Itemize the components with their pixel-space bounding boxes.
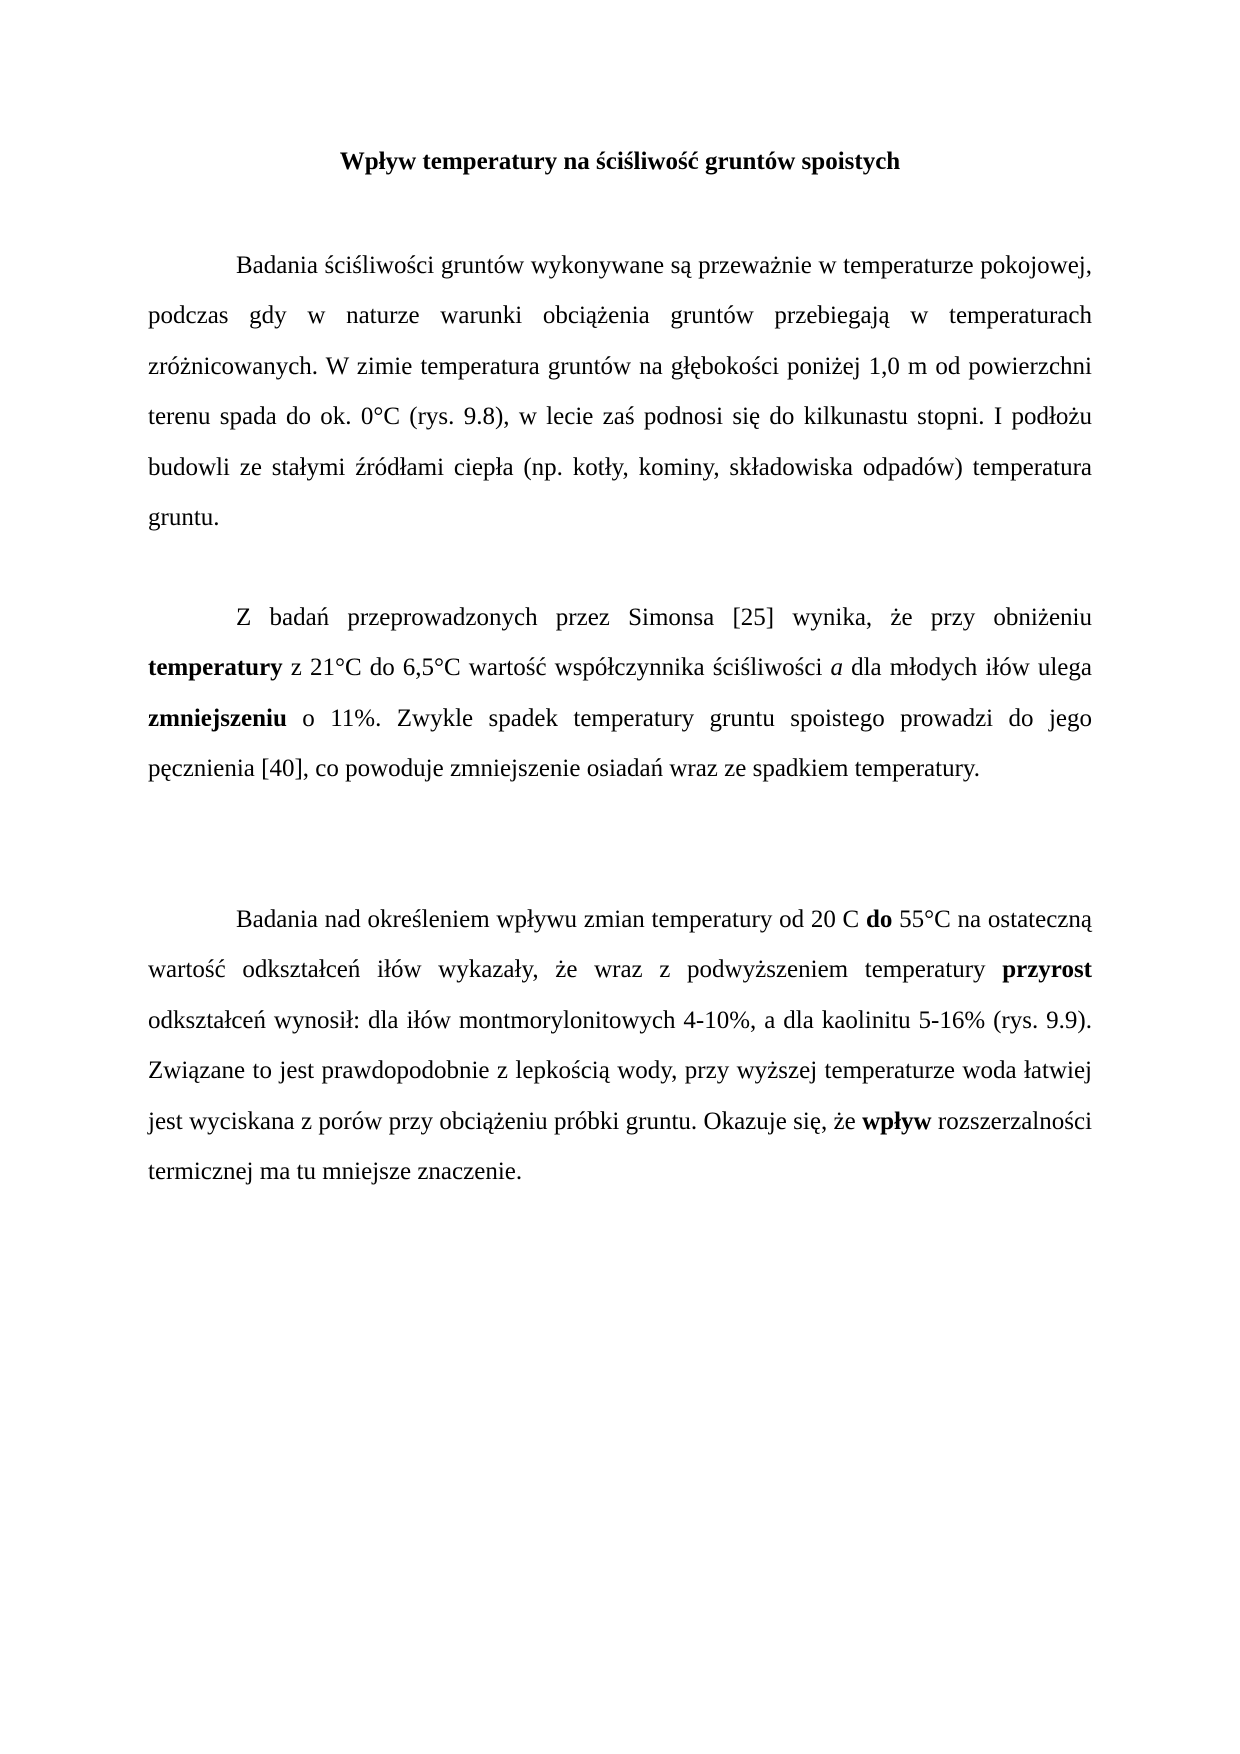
paragraph-2-text: Z badań przeprowadzonych przez Simonsa [25] wynika, że przy obniżeniu (236, 604, 1092, 631)
paragraph-3 (148, 895, 1092, 1197)
paragraph-2 (148, 593, 1092, 795)
paragraph-3-text: 55°C na ostateczną wartość odkształceń iłów wykazały, że wraz z podwyższeniem temperatury (148, 906, 1092, 984)
paragraph-2-text: z 21°C do 6,5°C wartość współczynnika ściśliwości (282, 654, 831, 682)
paragraph-1 (148, 241, 1092, 543)
bold-term: przyrost (1002, 956, 1092, 984)
paragraph-3-text: Badania nad określeniem wpływu zmian temperatury od 20 C (236, 906, 866, 933)
paragraph-1-text: Badania ściśliwości gruntów wykonywane są przeważnie w temperaturze pokojowej, podczas gdy w naturze warunki obciążenia gruntów przebiegają w temperaturach zróżnicowanych. W zimie temperatura gruntów na głębokości poniżej 1,0 m od powierzchni terenu spada do ok. 0°C (rys. 9.8), w lecie zaś podnosi się do kilkunastu stopni. I podłożu budowli ze stałymi źródłami ciepła (np. kotły, kominy, składowiska odpadów) temperatura gruntu. (148, 252, 1092, 532)
paragraph-2-text: dla młodych iłów ulega (843, 654, 1092, 682)
bold-term: temperatury (148, 654, 283, 682)
paragraph-3-text: odkształceń wynosił: dla iłów montmorylonitowych 4-10%, a dla kaolinitu 5-16% (rys. 9.9). Związane to jest prawdopodobnie z lepkością wody, przy wyższej temperaturze woda łatwiej jest wyciskana z porów przy obciążeniu próbki gruntu. Okazuje się, że (148, 1006, 1092, 1135)
bold-term: wpływ (862, 1107, 932, 1135)
italic-symbol: a (830, 654, 844, 682)
bold-term: zmniejszeniu (148, 704, 287, 732)
paragraph-2-text: o 11%. Zwykle spadek temperatury gruntu spoistego prowadzi do jego pęcznienia [40], co powoduje zmniejszenie osiadań wraz ze spadkiem temperatury. (148, 704, 1092, 783)
paragraph-3-text: rozszerzalności termicznej ma tu mniejsze znaczenie. (148, 1107, 1093, 1186)
document-title: Wpływ temperatury na ściśliwość gruntów spoistych (339, 148, 901, 175)
bold-term: do (865, 906, 893, 933)
